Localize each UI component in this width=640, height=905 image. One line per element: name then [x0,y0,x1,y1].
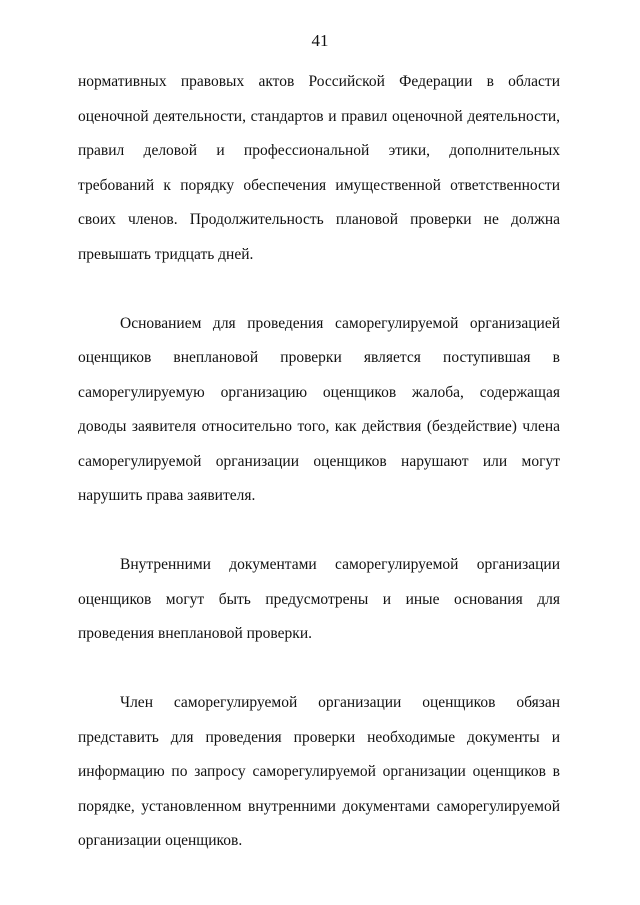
paragraph-unscheduled-inspection-grounds: Основанием для проведения саморегулируемой организацией оценщиков внеплановой проверки является поступившая в саморегулируемую организацию оценщиков жалоба, содержащая доводы заявителя относительно того, как действия (бездействие) члена саморегулируемой организации оценщиков нарушают или могут нарушить права заявителя. [78,314,560,504]
paragraph-member-obligations: Член саморегулируемой организации оценщиков обязан представить для проведения проверки необходимые документы и информацию по запросу саморегулируемой организации оценщиков в порядке, установленном внутренними документами саморегулируемой организации оценщиков. [78,694,560,849]
paragraph-continuation: нормативных правовых актов Российской Федерации в области оценочной деятельности, стандартов и правил оценочной деятельности, правил деловой и профессиональной этики, дополнительных требований к порядку обеспечения имущественной ответственности своих членов. Продолжительность плановой проверки не должна превышать тридцать дней. [78,73,560,263]
document-body [78,65,560,859]
page-number: 41 [311,31,329,50]
paragraph-internal-documents: Внутренними документами саморегулируемой организации оценщиков могут быть предусмотрены и иные основания для проведения внеплановой проверки. [78,556,560,642]
